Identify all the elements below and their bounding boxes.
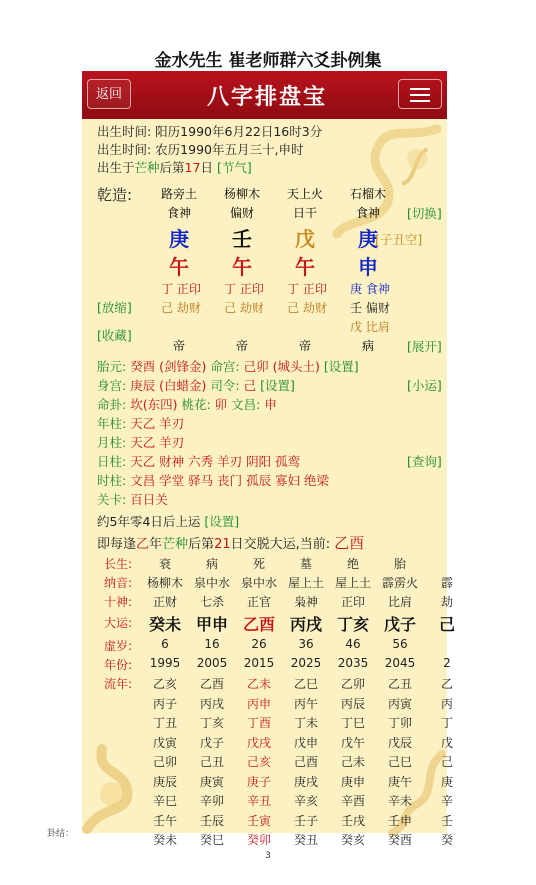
nianzhu-label: 年柱: xyxy=(97,416,127,431)
liunian-cell: 辛卯 xyxy=(199,794,224,808)
liunian-cell: 己亥 xyxy=(246,755,271,769)
liunian-cell: 戊申 xyxy=(293,735,318,750)
dayun-changsheng-cell: 胎 xyxy=(393,557,406,571)
liunian-cell: 乙巳 xyxy=(293,677,318,691)
taiyuan-row xyxy=(97,357,359,375)
phone-screenshot xyxy=(82,71,455,847)
xiaoyun-link[interactable]: [小运] xyxy=(407,378,442,393)
jieqi-prefix: 出生于 xyxy=(97,160,135,175)
liunian-cell: 辛未 xyxy=(387,794,412,808)
dayun-yun-cell: 丙戌 xyxy=(289,615,322,634)
liunian-cell: 丙寅 xyxy=(387,696,412,711)
yuezhu-label: 月柱: xyxy=(97,435,127,450)
liunian-cell: 己 xyxy=(440,755,453,769)
back-button[interactable]: 返回 xyxy=(87,79,131,109)
siling-set-link[interactable]: [设置] xyxy=(260,378,295,393)
taiyuan-label: 胎元: xyxy=(97,359,127,374)
jieqi-link[interactable]: [节气] xyxy=(216,160,252,175)
shengong-row xyxy=(97,376,295,394)
shishen-day: 日干 xyxy=(292,206,317,220)
nayin-month: 杨柳木 xyxy=(223,187,260,201)
guanka-value: 百日关 xyxy=(130,492,168,507)
siling-label: 司令: xyxy=(210,378,240,393)
dayun-age-cell: 16 xyxy=(204,637,220,651)
dayun-year-cell: 2005 xyxy=(196,656,228,670)
liunian-cell: 庚 xyxy=(440,774,453,789)
dayun-changsheng-cell: 绝 xyxy=(346,557,359,571)
dayun-shishen-cell: 比肩 xyxy=(387,595,412,609)
liunian-cell: 丁丑 xyxy=(152,716,177,730)
dayun-shishen-cell: 七杀 xyxy=(199,595,224,609)
liunian-cell: 己卯 xyxy=(152,755,177,769)
dayun-desc-d: 日交脱大运,当前: xyxy=(230,537,331,552)
liunian-cell: 丙 xyxy=(440,696,453,711)
liunian-cell: 乙未 xyxy=(246,677,271,691)
dayun-shishen-cell: 正印 xyxy=(340,595,365,609)
solar-birth-time: 出生时间: 阳历1990年6月22日16时3分 xyxy=(97,124,323,139)
menu-icon-bar xyxy=(410,100,430,102)
liunian-cell: 戊辰 xyxy=(387,735,412,750)
dayun-desc-b: 年 xyxy=(149,537,163,552)
dayun-nayin-cell: 屋上土 xyxy=(287,576,324,590)
liunian-cell: 庚戌 xyxy=(293,774,318,789)
dizhi-month: 午 xyxy=(232,255,252,279)
canggan-day-1: 丁 正印 xyxy=(287,282,327,296)
nayin-day: 天上火 xyxy=(286,187,323,201)
shizhu-value: 文昌 学堂 驿马 丧门 孤辰 寡妇 绝梁 xyxy=(130,473,330,488)
liunian-cell: 辛酉 xyxy=(340,794,365,808)
liunian-cell: 丙子 xyxy=(152,696,177,711)
shizhu-label: 时柱: xyxy=(97,473,127,488)
dizhi-hour: 申 xyxy=(358,255,378,279)
shishen-year: 食神 xyxy=(166,206,191,220)
liunian-cell: 丁 xyxy=(440,716,453,730)
liunian-cell: 辛巳 xyxy=(152,794,177,808)
menu-icon-bar xyxy=(410,94,430,96)
liunian-cell: 癸卯 xyxy=(246,833,271,847)
switch-link[interactable]: [切换] xyxy=(407,206,442,221)
liunian-cell: 丁巳 xyxy=(340,716,365,730)
liunian-cell: 乙亥 xyxy=(152,677,177,691)
liunian-cell: 壬戌 xyxy=(340,813,365,828)
liunian-cell: 乙丑 xyxy=(387,677,412,691)
guanka-label: 关卡: xyxy=(97,492,127,507)
wenchang-label: 文昌: xyxy=(231,397,261,412)
liunian-cell: 己酉 xyxy=(293,755,318,769)
guanka-row xyxy=(97,490,168,508)
liunian-cell: 丙辰 xyxy=(340,696,365,711)
liunian-cell: 癸亥 xyxy=(340,833,365,847)
minggua-label: 命卦: xyxy=(97,397,127,412)
app-title: 八字排盘宝 xyxy=(206,84,327,110)
dayun-nayin-cell: 屋上土 xyxy=(334,576,371,590)
canggan-month-2: 己 劫财 xyxy=(224,301,264,315)
liunian-cell: 丙戌 xyxy=(199,696,224,711)
main-content xyxy=(82,119,455,847)
nayin-year: 路旁土 xyxy=(160,187,197,201)
tiangan-hour: 庚 xyxy=(358,227,378,251)
minggong-value: 己卯 (城头土) xyxy=(243,359,320,374)
taohua-label: 桃花: xyxy=(181,397,211,412)
dayun-set-link[interactable]: [设置] xyxy=(204,514,240,529)
liunian-cell: 壬寅 xyxy=(246,813,271,828)
liunian-cell: 丙申 xyxy=(246,696,271,711)
dizhi-day: 午 xyxy=(295,255,315,279)
liunian-cell: 己巳 xyxy=(387,755,412,769)
dayun-yun-cell: 戊子 xyxy=(383,615,416,634)
canggan-year-2: 己 劫财 xyxy=(161,301,201,315)
rizhu-value: 天乙 财神 六秀 羊刃 阴阳 孤鸾 xyxy=(130,454,301,469)
liunian-cell: 庚午 xyxy=(387,774,412,789)
kong-label: [子丑空] xyxy=(375,232,423,247)
liunian-cell: 癸 xyxy=(440,833,453,847)
dayun-desc-a: 即每逢 xyxy=(97,537,137,552)
dayun-yun-cell: 甲申 xyxy=(195,615,228,634)
page-number: 3 xyxy=(265,851,271,861)
liunian-cell: 壬子 xyxy=(293,813,318,828)
canggan-month-1: 丁 正印 xyxy=(224,282,264,296)
jieqi-name: 芒种 xyxy=(134,160,160,175)
dayun-desc-row xyxy=(97,532,364,553)
query-link[interactable]: [查询] xyxy=(407,454,442,469)
liunian-cell: 丁未 xyxy=(293,716,318,730)
jieqi-mid: 后第 xyxy=(159,160,185,175)
dayun-row-label: 大运: xyxy=(104,616,133,630)
dayun-year-cell: 2035 xyxy=(337,656,369,670)
liunian-cell: 辛亥 xyxy=(293,794,318,808)
menu-icon xyxy=(410,88,430,90)
app-header xyxy=(82,71,447,119)
lunar-birth-time: 出生时间: 农历1990年五月三十,申时 xyxy=(97,142,304,157)
wenchang-value: 申 xyxy=(264,397,277,412)
dayun-age-cell: 26 xyxy=(251,637,267,651)
shishen-hour: 食神 xyxy=(355,206,380,220)
liunian-cell: 庚辰 xyxy=(152,774,177,789)
liunian-cell: 辛 xyxy=(440,794,453,808)
dayun-nayin-cell: 泉中水 xyxy=(193,576,230,590)
liunian-cell: 癸未 xyxy=(152,833,177,847)
gua-label: 卦结： xyxy=(47,829,75,839)
dayun-nayin-cell: 杨柳木 xyxy=(146,576,183,590)
dayun-row-label: 十神: xyxy=(104,595,133,609)
jieqi-birth-line xyxy=(97,158,252,176)
jieqi-suffix: 日 xyxy=(200,160,213,175)
canggan-hour-1: 庚 食神 xyxy=(350,282,390,296)
dayun-yun-cell: 己 xyxy=(438,615,455,634)
dayun-age-cell: 6 xyxy=(161,637,169,651)
dayun-age-cell: 56 xyxy=(392,637,408,651)
menu-button[interactable] xyxy=(398,79,442,109)
tiangan-day: 戊 xyxy=(295,227,315,251)
dayun-shishen-cell: 枭神 xyxy=(293,595,318,609)
liunian-cell: 戊戌 xyxy=(246,735,271,750)
liunian-cell: 庚申 xyxy=(340,774,365,789)
liunian-cell: 癸酉 xyxy=(387,833,412,847)
liunian-cell: 辛丑 xyxy=(246,794,271,808)
dizhi-year: 午 xyxy=(169,255,189,279)
dayun-row-label: 年份: xyxy=(104,658,133,672)
state-hour: 病 xyxy=(361,339,374,353)
taiyuan-value: 癸酉 (剑锋金) xyxy=(130,359,207,374)
dayun-changsheng-cell: 死 xyxy=(252,557,265,571)
shishen-month: 偏财 xyxy=(229,206,254,220)
dayun-row-label: 虚岁: xyxy=(104,639,133,653)
nayin-hour: 石榴木 xyxy=(349,187,386,201)
state-day: 帝 xyxy=(298,339,311,353)
minggua-row xyxy=(97,395,277,413)
dayun-start: 约5年零4日后上运 xyxy=(97,514,201,529)
rizhu-label: 日柱: xyxy=(97,454,127,469)
state-year: 帝 xyxy=(172,339,185,353)
dayun-start-row xyxy=(97,512,239,530)
minggong-set-link[interactable]: [设置] xyxy=(323,359,359,374)
dayun-year-cell: 2025 xyxy=(290,656,322,670)
canggan-hour-3: 戊 比肩 xyxy=(350,320,390,334)
nianzhu-row xyxy=(97,414,184,432)
liunian-cell: 丁卯 xyxy=(387,716,412,730)
gender-label: 乾造: xyxy=(97,186,133,204)
liunian-cell: 庚寅 xyxy=(199,774,224,789)
dayun-age-cell: 46 xyxy=(345,637,361,651)
nianzhu-value: 天乙 羊刃 xyxy=(130,416,185,431)
minggua-value: 坎(东四) xyxy=(130,397,178,412)
dayun-year-cell: 1995 xyxy=(149,656,181,670)
dayun-row-label: 长生: xyxy=(104,557,133,571)
dayun-desc-yi: 乙 xyxy=(136,537,150,552)
liunian-cell: 丙午 xyxy=(293,696,318,711)
dayun-changsheng-cell: 病 xyxy=(205,557,218,571)
liunian-cell: 戊寅 xyxy=(152,735,177,750)
shengong-label: 身宫: xyxy=(97,378,127,393)
liunian-cell: 戊 xyxy=(440,735,453,750)
liunian-cell: 癸丑 xyxy=(293,833,318,847)
liunian-cell: 戊午 xyxy=(340,735,365,750)
liunian-cell: 乙卯 xyxy=(340,677,365,691)
canggan-day-2: 己 劫财 xyxy=(287,301,327,315)
dayun-shishen-cell: 劫 xyxy=(440,595,453,609)
dayun-nayin-cell: 泉中水 xyxy=(240,576,277,590)
dayun-changsheng-cell: 墓 xyxy=(299,557,312,571)
dayun-desc-day: 21 xyxy=(214,537,231,552)
liunian-cell: 乙 xyxy=(440,677,453,691)
liunian-cell: 丁酉 xyxy=(246,716,271,730)
dayun-shishen-cell: 正官 xyxy=(246,595,271,609)
canggan-hour-2: 壬 偏财 xyxy=(350,301,390,315)
yuezhu-row xyxy=(97,433,184,451)
liunian-cell: 己丑 xyxy=(199,755,224,769)
liunian-cell: 乙酉 xyxy=(199,677,224,691)
minggong-label: 命宫: xyxy=(210,359,240,374)
shrink-link[interactable]: [放缩] xyxy=(97,300,132,315)
rizhu-row xyxy=(97,452,300,470)
liunian-cell: 癸巳 xyxy=(199,833,224,847)
expand-link[interactable]: [展开] xyxy=(407,339,442,354)
dayun-desc-jieqi: 芒种 xyxy=(162,537,189,552)
collect-link[interactable]: [收藏] xyxy=(97,328,132,343)
dayun-year-cell: 2045 xyxy=(384,656,416,670)
jieqi-day: 17 xyxy=(184,160,201,175)
canggan-year-1: 丁 正印 xyxy=(161,282,201,296)
dayun-age-cell: 36 xyxy=(298,637,314,651)
shengong-value: 庚辰 (白蜡金) xyxy=(130,378,207,393)
tiangan-month: 壬 xyxy=(232,227,252,251)
liunian-cell: 己未 xyxy=(340,755,365,769)
dayun-year-cell: 2 xyxy=(443,656,451,670)
taohua-value: 卯 xyxy=(214,397,228,412)
state-month: 帝 xyxy=(235,339,248,353)
siling-value: 己 xyxy=(243,378,257,393)
dayun-year-cell: 2015 xyxy=(243,656,275,670)
dayun-desc-c: 后第 xyxy=(188,537,215,552)
dayun-yun-cell: 丁亥 xyxy=(336,615,369,634)
dayun-nayin-cell: 霹雳火 xyxy=(381,576,418,590)
dayun-yun-cell: 乙酉 xyxy=(242,615,275,634)
shizhu-row xyxy=(97,471,329,489)
tiangan-year: 庚 xyxy=(169,227,189,251)
document-title: 金水先生 崔老师群六爻卦例集 xyxy=(154,51,382,71)
dayun-nayin-cell: 霹 xyxy=(440,576,453,590)
liunian-cell: 壬申 xyxy=(387,813,412,828)
liunian-cell: 戊子 xyxy=(199,735,224,750)
liunian-cell: 丁亥 xyxy=(199,716,224,730)
dayun-shishen-cell: 正财 xyxy=(152,595,177,609)
dayun-row-label: 流年: xyxy=(104,677,133,691)
liunian-cell: 庚子 xyxy=(246,774,271,789)
liunian-cell: 壬午 xyxy=(152,813,177,828)
yuezhu-value: 天乙 羊刃 xyxy=(130,435,185,450)
dayun-current: 乙酉 xyxy=(334,534,365,552)
dayun-row-label: 纳音: xyxy=(104,576,133,590)
dayun-yun-cell: 癸未 xyxy=(148,615,181,634)
liunian-cell: 壬辰 xyxy=(199,813,224,828)
dayun-changsheng-cell: 衰 xyxy=(158,557,171,571)
liunian-cell: 壬 xyxy=(440,813,453,828)
